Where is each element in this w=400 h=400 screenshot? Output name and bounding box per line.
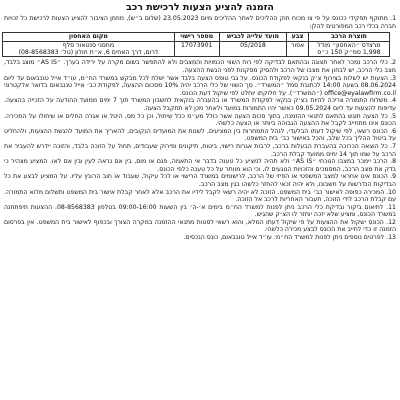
notice-item-2: 2. כלי הרכב נמכר לאחר תצוגה ובהתאם לבדיקה לפי רוח השווי הכמויות והמצבים ולא להתפשר בשום מקרה על ירידה בערך. ״AS IS״ מוצג בלבד, מצב כלי הרכב, יש לבחון את מצבו של הרכב ולהסיק מסקנות לפני הגשת ההצעה. [4,59,396,74]
notice-item-13: 13. לפרטים נוספים ניתן לפנות למשרד הח״מ: עו״ד אייל טננבאום, כונס הנכסים. [183,234,396,242]
cell-date: 05/2018 [219,41,287,57]
cell-make-line: 1,998 סמ״ק 150 כ״ס [317,49,381,56]
notice-item-10: 10. המכירה כפופה לאישור כב׳ בית המשפט. הזוכה לא יהיה רשאי לקבל לידיו את הרכב אלא לאחר קבלת אישור בית המשפט ותשלום מלוא התמורה. עם קבלת הרכב לידי הזוכה, תעבור האחריות לרכב אל הזוכה. [4,188,396,204]
notice-item-6: 6. הכונס רשאי, לפי שיקול דעתו הבלעדי, לנהל התמחרות בין המציעים, לשנות את המועדים הנקובים, להאריך את המועד להגשת ההצעות, ולהחליט על ביטול ההליך בכל שלב, והכל באישור כב׳ בית המשפט. [4,127,396,143]
notice-item-12: 12. הכונס ישקול את ההצעות על פי שיקול דעתו המלא, והוא רשאי לסטות מתנאי ההזמנה במקרה הצורך ובכפוף לאישור בית המשפט. אין בפרסום הזמנה זו כדי לחייב את הכונס לבצע מכירה כלשהי. [4,218,396,234]
column-header-date: מועד עלייה לכביש [219,33,287,41]
notice-item-1: 1. מתוקף תפקידי ככונס על פי צו מכוח חוק ההליכים לאחר ההליכים מיום 23.05.2023 (שלום ב״ש), מוזמן הציבור להציע הצעות לרכישת כל זכויות חברה בכלי רכב המפורטים להלן: [4,15,396,30]
cell-storage [3,41,175,57]
vehicle-table-header-row [3,33,390,41]
cell-color: אפור [287,41,309,57]
column-header-storage: מקום האחסון [3,33,175,41]
notice-item-4: 4. משלוח התמורה צריכה להיות בצ׳ק בנקאי לפקודת המשרד או בהעברה בנקאית לחשבון המשרד תוך 7 ימים ממועד ההודעה על הזכייה בהצעה. עדיפות להצעות עד ליום 09.05.2024 כאשר יהיו התמורות במועד ולאחר מכן לא תתקבל הצעה. [4,97,396,112]
notice-item-11: 11. לתיאום ביקור ובדיקת כלי הרכב ניתן לפנות למשרד הח״מ בימים א׳-ה׳ בין השעות 09:00-16:00 בטלפון 08-8568383. ההצעות תיפתחנה במשרד הכונס, ומציע שלא יזכה יוחזר לו הצ׳ק שהגיש. [4,203,396,219]
column-header-make: תוצרת הרכב [308,33,389,41]
notice-item-7: 7. כל הוצאה הכרוכה בהעברת הבעלות ברכב, לרבות אגרות רישוי, ביטוח, תיקונים ופירוק שעבודים, תחול על הזוכה בלבד, והזוכה יידרש להעביר את הרכב על שמו תוך 14 ימים ממועד קבלת הרכב. [4,142,396,158]
vehicle-table [2,32,390,57]
cell-storage-line: דרום, דרך האחים 6, א״ת חולון (טל׳ 08-8568383) [18,49,159,56]
column-header-plate: מספר רישוי [174,33,219,41]
notice-item-5: 5. כל הצעה תוגש בהתאם לתנאי ההזמנה, בתוך סכום הצעה אשר כולל מע״מ ככל שיחול, וכן כל מס, היטל או אגרה החלים או שיחולו על המכירה. הכונס אינו מתחייב לקבל את ההצעה הגבוהה ביותר או הצעה כלשהי. [4,112,396,128]
cell-storage-line: מחסני סנטאור סלף [62,41,115,49]
cell-make [308,41,389,57]
notice-item-3: 3. הצעות יש לשלוח בצירוף צ׳ק בנקאי לפקודת הכונס. על גבי טופס הצעה בלבד אשר ישלח לכל מבקש במשרד הח״מ, עו״ד אייל טננבאום עד ליום 08.06.2024 בשעה 14:00 לכתובת סמל ״המשרד״. סך השווי של כלי הרכב יהיה 10% מסכום ההצעה, לפקודת כב׳ אייל טננבאום בדואר אלקטרוני office@eyalawfirm.co.il (״המשרד״). על חלוקתו יוחלט לפי שיקול דעת הכונס. [4,74,396,97]
table-row [3,41,390,57]
cell-make-line: מרצדס ״האחסון״ מודל [317,41,381,49]
column-header-color: צבע [287,33,309,41]
notice-item-9: 9. הכונס אינו אחראי למצב המשפטי או הפיזי של הרכב, לרישומים במשרד הרישוי או לכל עיקול, שעבוד או חוב הרובץ עליו. על המציע לבצע את כל הבדיקות הנדרשות על חשבונו, ולא יהיה זכאי להחזר כלשהו בגין מצב הרכב. [4,173,396,188]
notice-item-8: 8. הרכב יימכר במצבו הנוכחי ״AS IS״ ולא תהיה למציע כל טענה בדבר אי התאמה, פגם או מום, בין אם נראה לעין ובין אם לאו. המציע מצהיר כי בדק את מצב הרכב, המסמכים והזכויות הנוגעים לו, וכי הוא מוותר על כל טענה כלפי הכונס. [4,158,396,173]
cell-plate: 17073901 [174,41,219,57]
notice-title: הזמנה להציע הצעות לרכישת רכב [126,2,274,13]
